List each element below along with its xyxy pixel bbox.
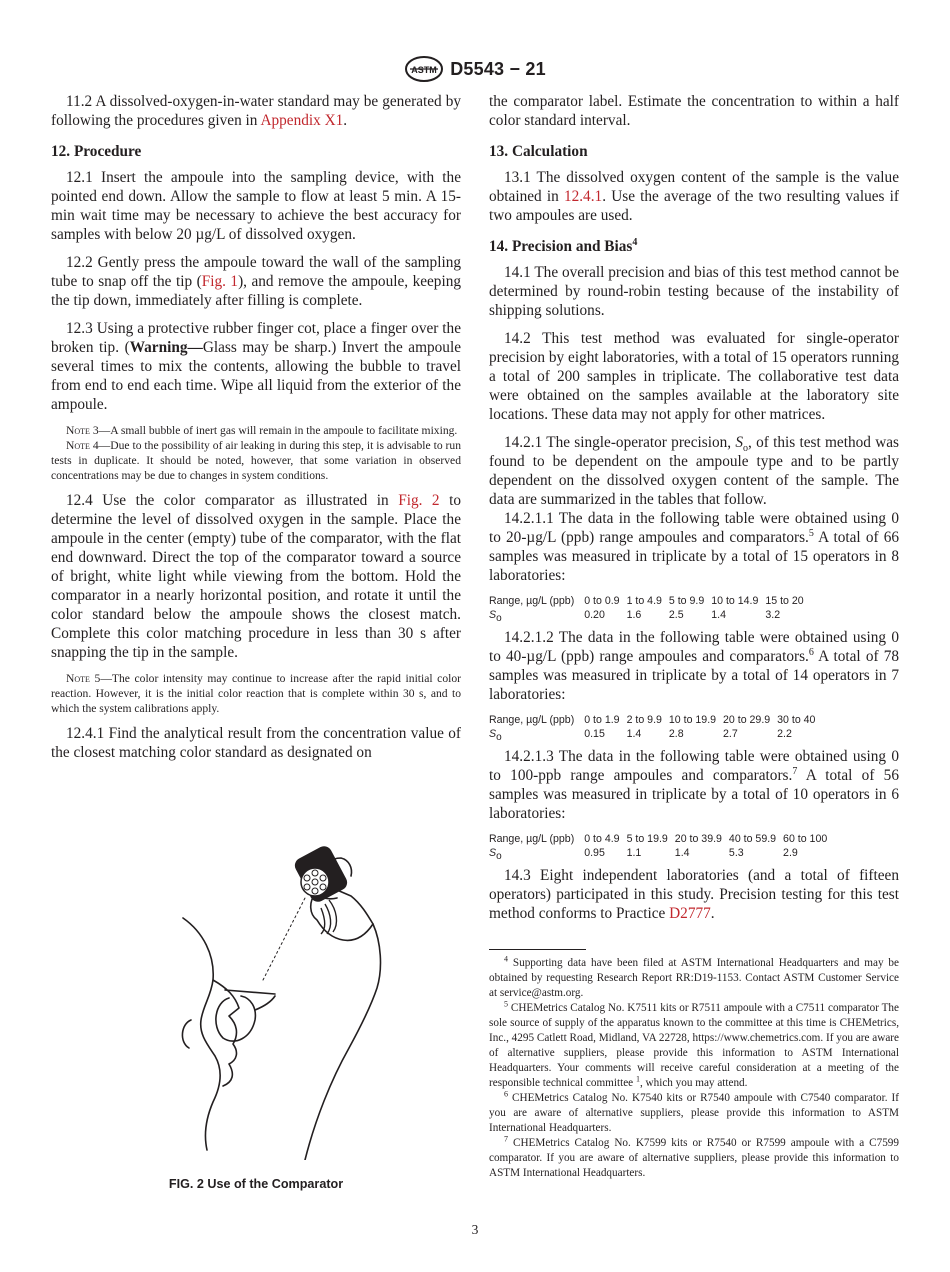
comparator-illustration <box>155 820 415 1160</box>
warning-label: Warning— <box>129 339 203 356</box>
so-cell: 1.4 <box>711 609 726 621</box>
so-cell: 2.2 <box>777 728 792 740</box>
eyeglasses <box>216 990 275 1041</box>
range-cell: 15 to 20 <box>765 595 804 607</box>
so-label: $S_o$ <box>489 847 502 863</box>
range-cell: 10 to 19.9 <box>668 714 717 726</box>
standard-designation: D5543 − 21 <box>450 58 546 79</box>
table-row-range <box>489 713 822 727</box>
range-cell: 40 to 59.9 <box>728 833 777 845</box>
so-cell: 2.8 <box>668 728 684 740</box>
range-cell: 20 to 29.9 <box>723 714 771 726</box>
so-cell: 0.15 <box>584 728 605 740</box>
so-cell: 1.6 <box>626 609 642 621</box>
paragraph-14-2-1-3: 14.2.1.3 The data in the following table were obtained using 0 to 100-ppb range ampoules and comparators.$^7$ A total of 56 samples was measured in triplicate by a total of 10 operators in 6 laboratories: <box>489 748 899 822</box>
paragraph-14-2-1-1: 14.2.1.1 The data in the following table were obtained using 0 to 20-µg/L (ppb) range ampoules and comparators.$^5$ A total of 66 samples was measured in triplicate by a total of 15 operators in 8 laboratories: <box>489 510 899 584</box>
so-cell: 3.2 <box>765 609 781 621</box>
notes-3-4 <box>51 423 461 483</box>
paragraph-14-2: 14.2 This test method was evaluated for single-operator precision by eight laboratories, with a total of 15 operators running a total of 200 samples in triplicate. The collaborative test data were obtained on the samples available at the laboratory site locations. These data may not apply for other matrices. <box>489 330 899 423</box>
footnote-5: $^5$ CHEMetrics Catalog No. K7511 kits or R7511 ampoule with a C7511 comparator The sole source of supply of the apparatus known to the committee at this time is CHEMetrics, Inc., 4295 Catlett Road, Midland, VA 22728, https://www.chemetrics.com. If you are aware of alternative suppliers, please provide this information to ASTM International Headquarters. Your comments will receive careful consideration at a meeting of the responsible technical committee $^1$, which you may attend. <box>489 999 899 1089</box>
range-cell: 5 to 9.9 <box>668 595 705 607</box>
table-row-so <box>489 608 811 622</box>
range-cell: 2 to 9.9 <box>626 714 662 726</box>
paragraph-12-4: 12.4 Use the color comparator as illustrated in Fig. 2 to determine the level of dissolved oxygen in the sample. Place the ampoule in the center (empty) tube of the comparator, with the flat end downward. Direct the top of the comparator toward a source of bright, white light while viewing from the bottom. Hold the comparator in a nearly horizontal position, and rotate it until the color standard below the ampoule shows the closest match. Complete this color matching procedure in less than 30 s after snapping the tip in the sample. <box>51 492 461 661</box>
paragraph-11-2: 11.2 A dissolved-oxygen-in-water standard may be generated by following the procedures given in Appendix X1. <box>51 93 461 129</box>
so-label: $S_o$ <box>489 728 502 744</box>
range-cell: 30 to 40 <box>777 714 816 726</box>
appendix-x1-link[interactable]: Appendix X1 <box>260 112 344 129</box>
note-5-block <box>51 671 461 716</box>
face-profile <box>213 980 239 1086</box>
precision-table-40ppb <box>489 713 822 744</box>
so-cell: 2.7 <box>723 728 738 740</box>
range-cell: 5 to 19.9 <box>626 833 668 845</box>
note-5: Note 5—The color intensity may continue to increase after the rapid initial color reaction. However, it is the initial color reaction that is complete within 30 s, and to which the system calibrations apply. <box>51 672 461 715</box>
so-cell: 1.4 <box>626 728 642 740</box>
fig-2-link[interactable]: Fig. 2 <box>398 492 440 509</box>
footnote-ref-5: 5 <box>808 527 814 539</box>
so-cell: 1.4 <box>674 847 690 859</box>
paragraph-12-2: 12.2 Gently press the ampoule toward the wall of the sampling tube to snap off the tip (Fig. 1), and remove the ampoule, keeping the tip down, immediately after filling is complete. <box>51 254 461 309</box>
footnote-ref-4: 4 <box>632 236 638 248</box>
left-column <box>51 92 461 762</box>
range-cell: 60 to 100 <box>783 833 828 845</box>
so-label: $S_o$ <box>489 609 502 625</box>
range-cell: 0 to 4.9 <box>584 833 620 845</box>
footnote-ref-7: 7 <box>792 765 798 777</box>
arm <box>305 924 380 1160</box>
precision-table-20ppb <box>489 594 811 625</box>
so-cell: 1.1 <box>626 847 642 859</box>
precision-table-100ppb <box>489 832 834 863</box>
footnote-ref-6: 6 <box>808 646 814 658</box>
paragraph-14-2-1: 14.2.1 The single-operator precision, $S_o$, of this test method was found to be dependent on the ampoule type and to be partly dependent on the dissolved oxygen content of the sample. The data are summarized in the tables that follow. <box>489 434 899 508</box>
table-row-range <box>489 832 834 846</box>
so-cell: 2.9 <box>783 847 798 859</box>
figure-2-caption: FIG. 2 Use of the Comparator <box>168 1177 344 1191</box>
paragraph-12-3: 12.3 Using a protective rubber finger cot, place a finger over the broken tip. (Warning—Glass may be sharp.) Invert the ampoule several times to mix the contents, allowing the bubble to travel from end to end each time. Wipe all liquid from the exterior of the ampoule. <box>51 320 461 413</box>
paragraph-12-4-1-continued: the comparator label. Estimate the concentration to within a half color standard interval. <box>489 93 899 129</box>
so-cell: 0.95 <box>584 847 605 859</box>
range-cell: 1 to 4.9 <box>626 595 662 607</box>
footnote-6: $^6$ CHEMetrics Catalog No. K7540 kits or R7540 ampoule with C7540 comparator. If you are aware of alternative suppliers, please provide this information to ASTM International Headquarters. <box>489 1089 899 1134</box>
note-4: Note 4—Due to the possibility of air leaking in during this step, it is advisable to run tests in duplicate. It should be noted, however, that some variation in observed concentrations may be due to changes in system conditions. <box>51 439 462 482</box>
fig-1-link[interactable]: Fig. 1 <box>201 273 239 290</box>
logo-text: ASTM <box>411 65 437 75</box>
page-number: 3 <box>471 1222 479 1237</box>
section-14-heading: 14. Precision and Bias$^4$ <box>489 236 638 255</box>
d2777-link[interactable]: D2777 <box>669 905 711 922</box>
note-3: Note 3—A small bubble of inert gas will remain in the ampoule to facilitate mixing. <box>66 424 458 437</box>
footnote-divider <box>489 949 586 950</box>
table-row-range <box>489 594 811 608</box>
right-column <box>489 92 899 1181</box>
ear <box>182 1020 191 1048</box>
so-cell: 0.20 <box>584 609 605 621</box>
section-12-heading: 12. Procedure <box>51 143 142 160</box>
footnote-7: $^7$ CHEMetrics Catalog No. K7599 kits or R7540 or R7599 ampoule with a C7599 comparator. If you are aware of alternative suppliers, please provide this information to ASTM International Headquarters. <box>489 1134 899 1179</box>
paragraph-14-2-1-2: 14.2.1.2 The data in the following table were obtained using 0 to 40-µg/L (ppb) range ampoules and comparators.$^6$ A total of 78 samples was measured in triplicate by a total of 14 operators in 7 laboratories: <box>489 629 899 703</box>
page-header <box>0 55 950 83</box>
range-cell: 0 to 0.9 <box>584 595 620 607</box>
paragraph-12-4-1: 12.4.1 Find the analytical result from the concentration value of the closest matching color standard as designated on <box>51 725 461 761</box>
range-cell: 0 to 1.9 <box>584 714 620 726</box>
paragraph-13-1: 13.1 The dissolved oxygen content of the sample is the value obtained in 12.4.1. Use the average of the two resulting values if two ampoules are used. <box>489 169 899 224</box>
astm-logo-icon <box>404 56 444 82</box>
range-cell: 10 to 14.9 <box>711 595 759 607</box>
footnote-4: $^4$ Supporting data have been filed at ASTM International Headquarters and may be obtained by requesting Research Report RR:D19-1153. Contact ASTM Customer Service at service@astm.org. <box>489 954 899 999</box>
paragraph-12-1: 12.1 Insert the ampoule into the sampling device, with the pointed end down. Allow the sample to flow at least 5 min. A 15-min wait time may be necessary to achieve the best accuracy for samples with below 20 µg/L of dissolved oxygen. <box>51 169 461 243</box>
range-label: Range, µg/L (ppb) <box>489 595 575 607</box>
range-label: Range, µg/L (ppb) <box>489 714 575 726</box>
table-row-so <box>489 727 822 741</box>
head-outline <box>183 918 220 1150</box>
so-cell: 5.3 <box>728 847 744 859</box>
ref-12-4-1-link[interactable]: 12.4.1 <box>563 188 603 205</box>
range-label: Range, µg/L (ppb) <box>489 833 575 845</box>
paragraph-14-3: 14.3 Eight independent laboratories (and a total of fifteen operators) participated in this study. Precision testing for this test method conforms to Practice D2777. <box>489 867 899 922</box>
table-row-so <box>489 846 834 860</box>
comparator-device <box>292 843 350 934</box>
line-of-sight <box>263 898 305 980</box>
so-cell: 2.5 <box>668 609 684 621</box>
paragraph-14-1: 14.1 The overall precision and bias of this test method cannot be determined by round-robin testing because of the instability of shipping solutions. <box>489 264 899 319</box>
range-cell: 20 to 39.9 <box>674 833 722 845</box>
section-13-heading: 13. Calculation <box>489 143 588 160</box>
